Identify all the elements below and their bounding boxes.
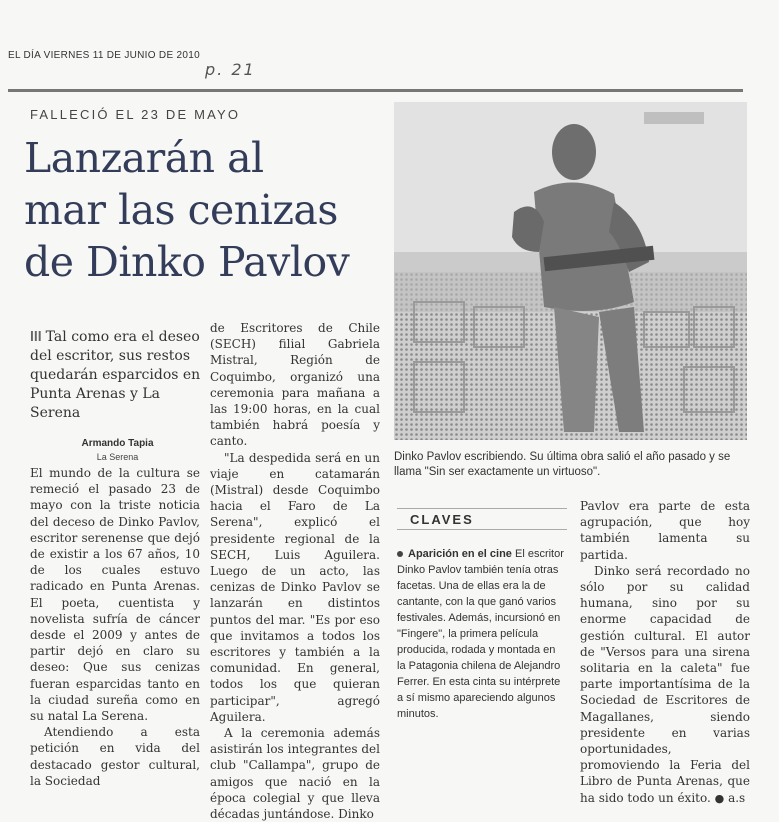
claves-text: [397, 546, 565, 722]
newspaper-header-line: EL DÍA VIERNES 11 DE JUNIO DE 2010: [8, 50, 200, 61]
author-initials: a.s: [728, 790, 746, 805]
col2-paragraph-3: A la ceremonia además asistirán los integrantes del club "Callampa", grupo de amigos que nació en la época colegial y que lleva décadas juntándose. Dinko: [210, 726, 380, 822]
article-headline: [24, 132, 389, 288]
article-column-1: [30, 465, 200, 789]
col4-paragraph-1: Pavlov era parte de esta agrupación, que hoy también lamenta su partida.: [580, 499, 750, 562]
photo-writer-image: [394, 102, 747, 440]
article-kicker: FALLECIÓ EL 23 DE MAYO: [30, 107, 241, 122]
header-rule: [8, 89, 743, 92]
handwritten-page-mark: p. 21: [205, 60, 256, 79]
col2-paragraph-2: "La despedida será en un viaje en catamarán (Mistral) desde Coquimbo hacia el Faro de La Serena", explicó el presidente regional de la SECH, Luis Aguilera. Luego de un acto, las cenizas de Dinko Pavlov se lanzarán en distintos puntos del mar. "Es por eso que invitamos a todos los escritores y también a la comunidad. En general, todos los que quieran participar", agregó Aguilera.: [210, 450, 380, 724]
claves-body: El escritor Dinko Pavlov también tenía otras facetas. Una de ellas era la de cantante, con la que ganó varios festivales. Además, incursionó en "Fingere", la primera película producida, rodada y montada en la Patagonia chilena de Alejandro Ferrer. En esta cinta su intérprete a sí mismo apareciendo algunos minutos.: [397, 548, 564, 720]
claves-title: CLAVES: [410, 512, 474, 527]
headline-line-1: Lanzarán al: [24, 134, 264, 182]
article-deck: [30, 327, 205, 423]
headline-line-3: de Dinko Pavlov: [24, 238, 350, 286]
byline-author: Armando Tapia: [81, 438, 154, 449]
col4-paragraph-2-text: Dinko será recordado no sólo por su calidad humana, sino por su enorme capacidad de gestión cultural. El autor de "Versos para una sirena solitaria en la caleta" fue parte importantísima de la Sociedad de Escritores de Magallanes, siendo presidente en varias oportunidades, promoviendo la Feria del Libro de Punta Arenas, que ha sido todo un éxito.: [580, 563, 750, 805]
col2-paragraph-1: de Escritores de Chile (SECH) filial Gabriela Mistral, Región de Coquimbo, organizó una ceremonia para mañana a las 19:00 horas, en la cual también habrá poesía y canto.: [210, 321, 380, 449]
byline-city: La Serena: [96, 452, 139, 462]
end-mark-icon: ●: [714, 791, 725, 805]
claves-lead: Aparición en el cine: [408, 548, 512, 560]
article-column-4: [580, 498, 750, 807]
deck-marker: lll: [30, 328, 42, 344]
col4-paragraph-2: [580, 563, 750, 807]
col1-paragraph-2: Atendiendo a esta petición en vida del destacado gestor cultural, la Sociedad: [30, 725, 200, 788]
headline-line-2: mar las cenizas: [24, 186, 338, 234]
article-column-2: [210, 320, 380, 822]
col1-paragraph-1: El mundo de la cultura se remeció el pasado 23 de mayo con la triste noticia del deceso de Dinko Pavlov, escritor serenense que dejó de existir a los 67 años, 10 de los cuales estuvo radicado en Punta Arenas. El poeta, cuentista y novelista sufría de cáncer desde el 2009 y antes de partir dejó en claro su deseo: Que sus cenizas fueran esparcidas tanto en la ciudad sureña como en su natal La Serena.: [30, 466, 200, 724]
bullet-icon: [397, 551, 403, 557]
deck-text: Tal como era el deseo del escritor, sus restos quedarán esparcidos en Punta Arenas y La Serena: [30, 329, 201, 421]
photo-caption: Dinko Pavlov escribiendo. Su última obra salió el año pasado y se llama "Sin ser exactamente un virtuoso".: [394, 451, 731, 478]
article-photo: [394, 102, 747, 440]
